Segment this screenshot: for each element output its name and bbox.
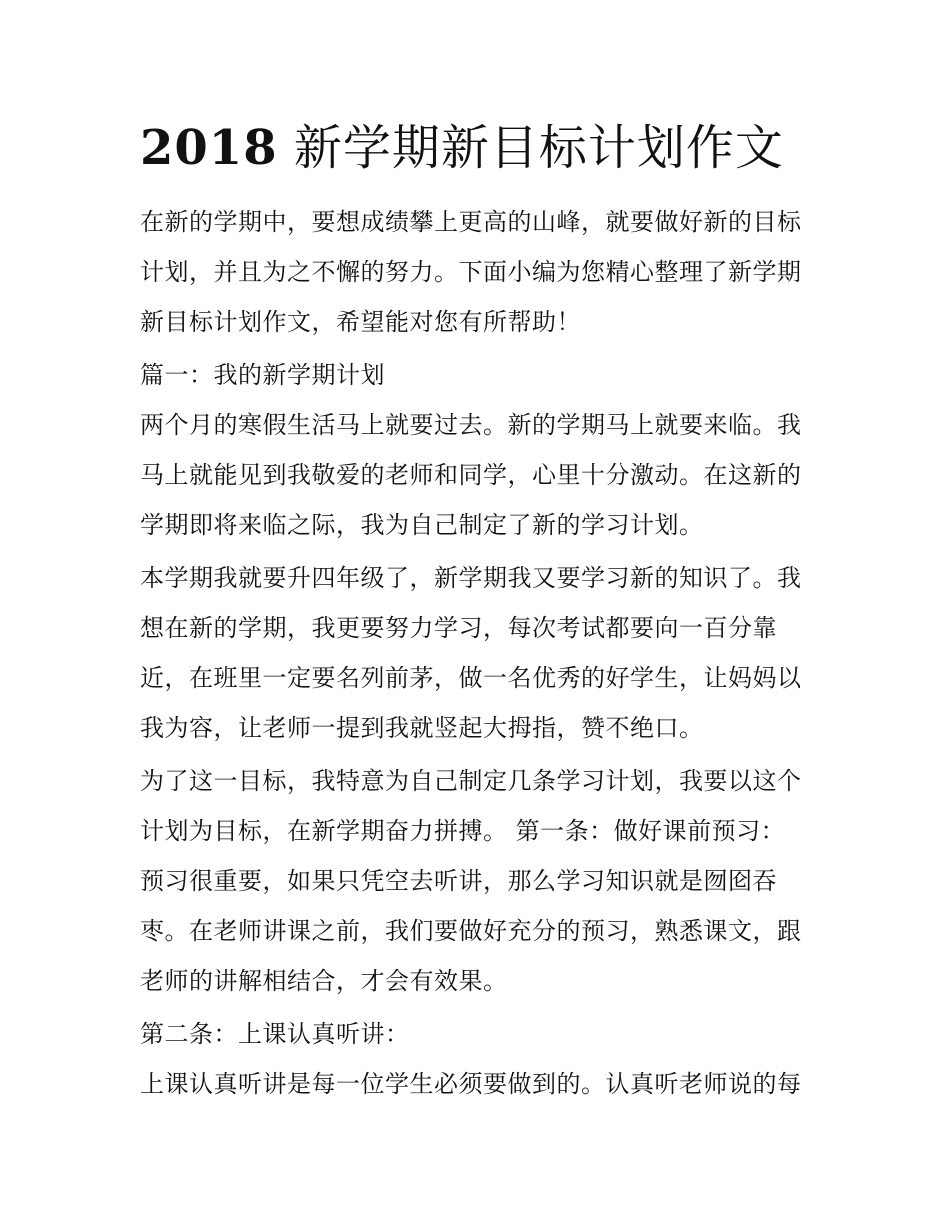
- paragraph-line: 新目标计划作文，希望能对您有所帮助！: [140, 308, 581, 336]
- section-heading: 篇一：我的新学期计划: [140, 361, 385, 389]
- paragraph-line: 上课认真听讲是每一位学生必须要做到的。认真听老师说的每: [140, 1070, 802, 1098]
- title-text: 新学期新目标计划作文: [293, 120, 784, 176]
- paragraph-line: 计划，并且为之不懈的努力。下面小编为您精心整理了新学期: [140, 258, 802, 286]
- paragraph-line: 老师的讲解相结合，才会有效果。: [140, 967, 508, 995]
- paragraph-line: 马上就能见到我敬爱的老师和同学，心里十分激动。在这新的: [140, 461, 802, 489]
- paragraph-line: 为了这一目标，我特意为自己制定几条学习计划，我要以这个: [140, 767, 802, 795]
- paragraph-line: 想在新的学期，我更要努力学习，每次考试都要向一百分靠: [140, 614, 777, 642]
- title-year: 2018: [140, 120, 278, 176]
- paragraph-line: 在新的学期中，要想成绩攀上更高的山峰，就要做好新的目标: [140, 208, 802, 236]
- paragraph-line: 学期即将来临之际，我为自己制定了新的学习计划。: [140, 511, 704, 539]
- document-title: [140, 112, 840, 184]
- paragraph-line: 枣。在老师讲课之前，我们要做好充分的预习，熟悉课文，跟: [140, 917, 802, 945]
- paragraph-line: 我为容，让老师一提到我就竖起大拇指，赞不绝口。: [140, 714, 704, 742]
- section-heading: 第二条：上课认真听讲：: [140, 1020, 410, 1048]
- paragraph-line: 近，在班里一定要名列前茅，做一名优秀的好学生，让妈妈以: [140, 664, 802, 692]
- paragraph-line: 预习很重要，如果只凭空去听讲，那么学习知识就是囫囵吞: [140, 867, 777, 895]
- paragraph-line: 本学期我就要升四年级了，新学期我又要学习新的知识了。我: [140, 564, 802, 592]
- paragraph-line: 计划为目标，在新学期奋力拼搏。 第一条：做好课前预习：: [140, 817, 786, 845]
- paragraph-line: 两个月的寒假生活马上就要过去。新的学期马上就要来临。我: [140, 411, 802, 439]
